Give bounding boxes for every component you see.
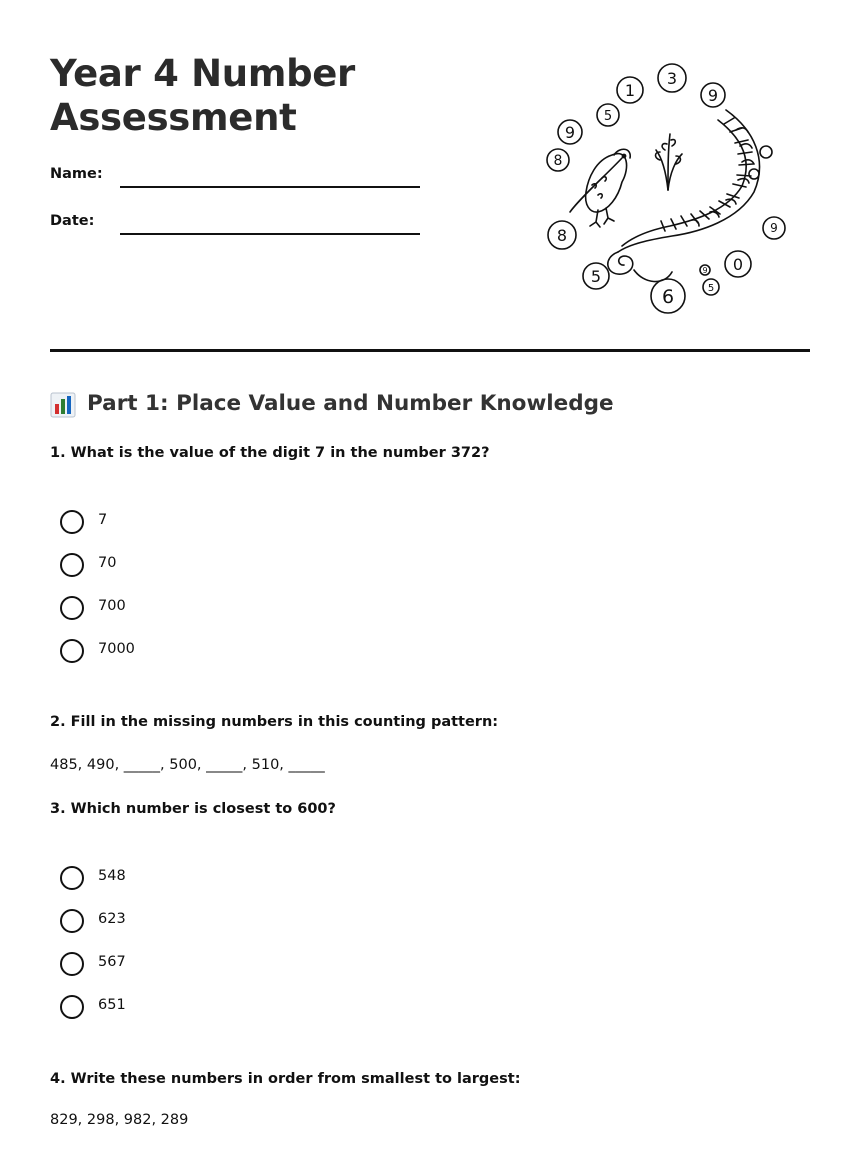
question-2-pattern[interactable]: 485, 490, _____, 500, _____, 510, _____ — [50, 757, 325, 773]
option-label: 651 — [98, 997, 126, 1013]
q1-option-d[interactable] — [60, 639, 260, 665]
page-title: Year 4 Number Assessment — [50, 52, 355, 139]
date-field-row — [50, 213, 430, 237]
bubble-digit: 8 — [556, 226, 568, 245]
question-4-text: 4. Write these numbers in order from smallest to largest: — [50, 1071, 521, 1087]
date-line[interactable] — [120, 233, 420, 235]
q1-option-a[interactable] — [60, 510, 260, 536]
option-label: 7000 — [98, 641, 135, 657]
q3-option-a[interactable] — [60, 866, 260, 892]
bubble-digit: 9 — [707, 86, 719, 105]
radio-button[interactable] — [60, 952, 84, 976]
bubble-digit: 8 — [553, 153, 563, 169]
bubble-digit: 9 — [564, 123, 576, 142]
question-2-text: 2. Fill in the missing numbers in this counting pattern: — [50, 714, 499, 730]
bubble-digit: 5 — [603, 109, 613, 124]
q3-option-b[interactable] — [60, 909, 260, 935]
radio-button[interactable] — [60, 995, 84, 1019]
option-label: 700 — [98, 598, 126, 614]
option-label: 7 — [98, 512, 108, 528]
question-3-text: 3. Which number is closest to 600? — [50, 801, 336, 817]
q3-option-c[interactable] — [60, 952, 260, 978]
date-label: Date: — [50, 213, 95, 229]
bubble-digit: 3 — [666, 69, 678, 88]
question-4-numbers: 829, 298, 982, 289 — [50, 1112, 189, 1128]
bubble-digit: 6 — [661, 286, 675, 308]
kiwi-bird-icon — [570, 149, 630, 227]
option-label: 548 — [98, 868, 126, 884]
bubble-digit: 0 — [732, 255, 744, 274]
bubble-digit: 1 — [624, 81, 636, 100]
name-label: Name: — [50, 166, 103, 182]
radio-button[interactable] — [60, 866, 84, 890]
option-label: 623 — [98, 911, 126, 927]
question-1-text: 1. What is the value of the digit 7 in the number 372? — [50, 445, 490, 461]
header-divider — [50, 349, 810, 352]
bar-chart-icon — [50, 392, 76, 418]
name-line[interactable] — [120, 186, 420, 188]
bubble-digit: 5 — [590, 267, 602, 286]
q3-option-d[interactable] — [60, 995, 260, 1021]
name-field-row — [50, 166, 430, 190]
option-label: 567 — [98, 954, 126, 970]
q1-option-c[interactable] — [60, 596, 260, 622]
radio-button[interactable] — [60, 639, 84, 663]
radio-button[interactable] — [60, 909, 84, 933]
q1-option-b[interactable] — [60, 553, 260, 579]
sprout-icon — [656, 134, 683, 190]
kiwi-fern-illustration — [540, 60, 790, 322]
bubble-digit: 9 — [702, 266, 708, 275]
section-title: Part 1: Place Value and Number Knowledge — [87, 391, 614, 416]
radio-button[interactable] — [60, 553, 84, 577]
option-label: 70 — [98, 555, 117, 571]
radio-button[interactable] — [60, 510, 84, 534]
radio-button[interactable] — [60, 596, 84, 620]
bubble-digit: 5 — [707, 283, 715, 294]
bubble-digit: 9 — [770, 221, 778, 235]
